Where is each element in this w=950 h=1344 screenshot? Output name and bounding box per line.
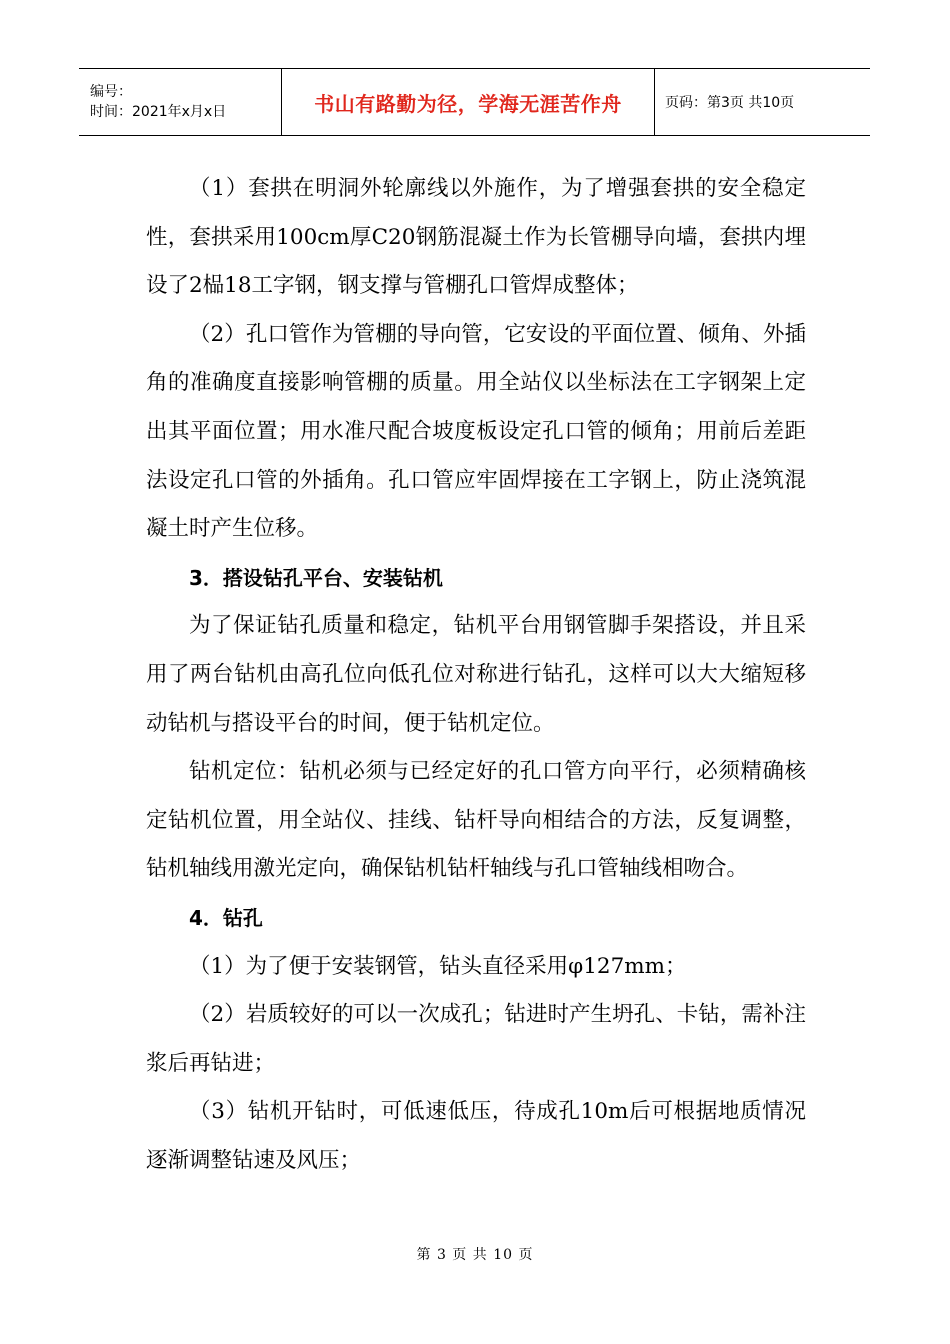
document-body <box>146 165 806 1185</box>
paragraph-4: 钻机定位：钻机必须与已经定好的孔口管方向平行，必须精确核定钻机位置，用全站仪、挂线、钻杆导向相结合的方法，反复调整，钻机轴线用激光定向，确保钻机钻杆轴线与孔口管轴线相吻合。 <box>146 759 806 882</box>
paragraph-1: （1）套拱在明洞外轮廓线以外施作，为了增强套拱的安全稳定性，套拱采用100cm厚C20钢筋混凝土作为长管棚导向墙，套拱内埋设了2榀18工字钢，钢支撑与管棚孔口管焊成整体； <box>146 176 806 299</box>
header-meta <box>79 69 282 135</box>
paragraph-2: （2）孔口管作为管棚的导向管，它安设的平面位置、倾角、外插角的准确度直接影响管棚的质量。用全站仪以坐标法在工字钢架上定出其平面位置；用水准尺配合坡度板设定孔口管的倾角；用前后差距法设定孔口管的外插角。孔口管应牢固焊接在工字钢上，防止浇筑混凝土时产生位移。 <box>146 321 806 542</box>
page-header <box>79 68 870 136</box>
section-heading-4: 4．钻孔 <box>189 905 263 930</box>
header-page-number: 页码：第3页 共10页 <box>665 95 795 111</box>
section-heading-3: 3．搭设钻孔平台、安装钻机 <box>189 565 443 590</box>
document-number-label: 编号： <box>90 84 132 100</box>
paragraph-5: （1）为了便于安装钢管，钻头直径采用φ127mm； <box>189 953 687 979</box>
page-footer: 第 3 页 共 10 页 <box>416 1247 534 1263</box>
document-time-label: 时间：2021年x月x日 <box>90 104 227 120</box>
paragraph-7: （3）钻机开钻时，可低速低压，待成孔10m后可根据地质情况逐渐调整钻速及风压； <box>146 1099 806 1173</box>
paragraph-3: 为了保证钻孔质量和稳定，钻机平台用钢管脚手架搭设，并且采用了两台钻机由高孔位向低孔位对称进行钻孔，这样可以大大缩短移动钻机与搭设平台的时间，便于钻机定位。 <box>146 613 806 736</box>
paragraph-6: （2）岩质较好的可以一次成孔；钻进时产生坍孔、卡钻，需补注浆后再钻进； <box>146 1002 806 1076</box>
header-motto: 书山有路勤为径，学海无涯苦作舟 <box>282 69 655 135</box>
